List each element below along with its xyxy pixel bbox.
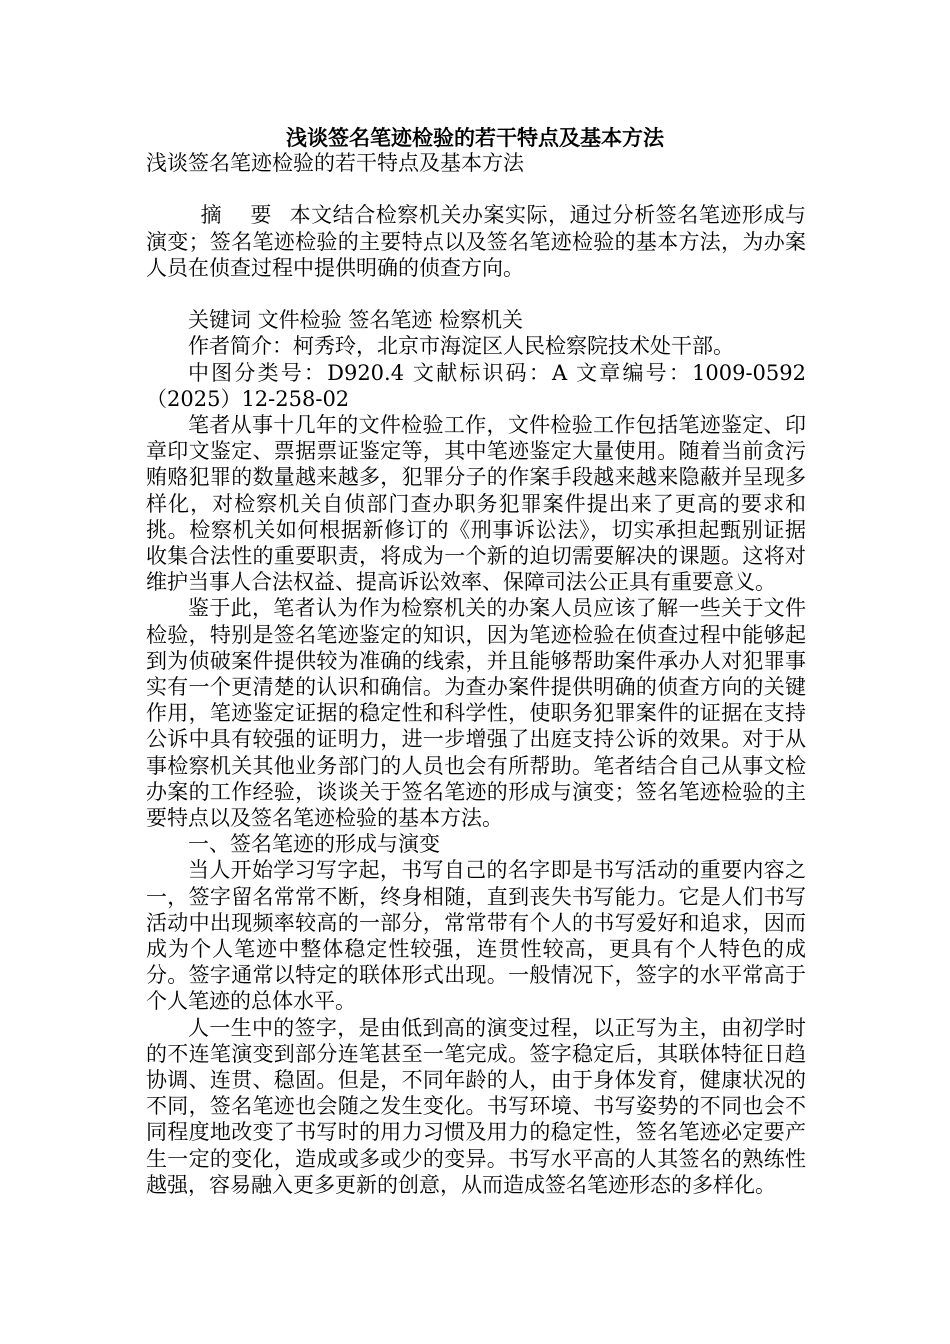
- abstract-label: 摘 要: [200, 203, 283, 228]
- document-body: [146, 150, 806, 1198]
- spacer: [146, 281, 806, 307]
- paragraph: 笔者从事十几年的文件检验工作，文件检验工作包括笔迹鉴定、印章印文鉴定、票据票证鉴定等，其中笔迹鉴定大量使用。随着当前贪污贿赂犯罪的数量越来越多，犯罪分子的作案手段越来越来隐蔽并呈现多样化，对检察机关自侦部门查办职务犯罪案件提出来了更高的要求和挑。检察机关如何根据新修订的《刑事诉讼法》，切实承担起甄别证据收集合法性的重要职责，将成为一个新的迫切需要解决的课题。这将对维护当事人合法权益、提高诉讼效率、保障司法公正具有重要意义。: [146, 413, 806, 595]
- classification-info: 中图分类号：D920.4 文献标识码：A 文章编号：1009-0592（2025）12-258-02: [146, 360, 806, 411]
- paragraph: 当人开始学习写字起，书写自己的名字即是书写活动的重要内容之一，签字留名常常不断，终身相随，直到丧失书写能力。它是人们书写活动中出现频率较高的一部分，常常带有个人的书写爱好和追求，因而成为个人笔迹中整体稳定性较强，连贯性较高，更具有个人特色的成分。签字通常以特定的联体形式出现。一般情况下，签字的水平常高于个人笔迹的总体水平。: [146, 858, 806, 1014]
- paragraph: 人一生中的签字，是由低到高的演变过程，以正写为主，由初学时的不连笔演变到部分连笔甚至一笔完成。签字稳定后，其联体特征日趋协调、连贯、稳固。但是，不同年龄的人，由于身体发育，健康状况的不同，签名笔迹也会随之发生变化。书写环境、书写姿势的不同也会不同程度地改变了书写时的用力习惯及用力的稳定性，签名笔迹必定要产生一定的变化，造成或多或少的变异。书写水平高的人其签名的熟练性越强，容易融入更多更新的创意，从而造成签名笔迹形态的多样化。: [146, 1015, 806, 1197]
- paragraph: 鉴于此，笔者认为作为检察机关的办案人员应该了解一些关于文件检验，特别是签名笔迹鉴定的知识，因为笔迹检验在侦查过程中能够起到为侦破案件提供较为准确的线索，并且能够帮助案件承办人对犯罪事实有一个更清楚的认识和确信。为查办案件提供明确的侦查方向的关键作用，笔迹鉴定证据的稳定性和科学性，使职务犯罪案件的证据在支持公诉中具有较强的证明力，进一步增强了出庭支持公诉的效果。对于从事检察机关其他业务部门的人员也会有所帮助。笔者结合自己从事文检办案的工作经验，谈谈关于签名笔迹的形成与演变；签名笔迹检验的主要特点以及签名笔迹检验的基本方法。: [146, 596, 806, 831]
- spacer: [146, 176, 806, 202]
- abstract-text: 本文结合检察机关办案实际，通过分析签名笔迹形成与演变；签名笔迹检验的主要特点以及签名笔迹检验的基本方法，为办案人员在侦查过程中提供明确的侦查方向。: [146, 203, 806, 280]
- page-title: 浅谈签名笔迹检验的若干特点及基本方法: [286, 125, 664, 150]
- section-heading: 一、签名笔迹的形成与演变: [188, 832, 440, 857]
- author-info: 作者简介：柯秀玲，北京市海淀区人民检察院技术处干部。: [188, 334, 734, 359]
- subtitle: 浅谈签名笔迹检验的若干特点及基本方法: [146, 151, 524, 175]
- abstract: [146, 202, 806, 281]
- keywords: 关键词 文件检验 签名笔迹 检察机关: [188, 308, 524, 333]
